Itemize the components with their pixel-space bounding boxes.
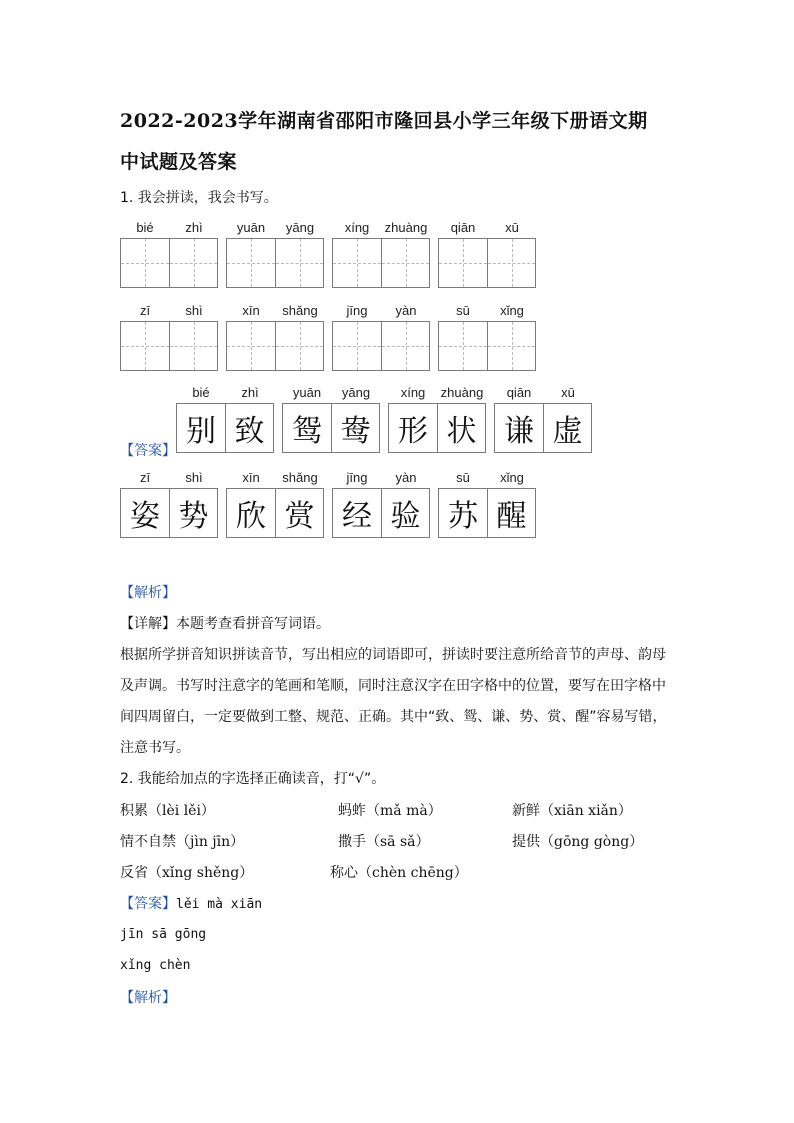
pinyin: xū — [505, 220, 519, 235]
pinyin: shǎng — [282, 303, 318, 318]
q1-answer-row-2 — [0, 470, 794, 550]
pinyin: xū — [561, 385, 575, 400]
pinyin: zhuàng — [384, 220, 428, 235]
pinyin: shǎng — [282, 470, 318, 485]
q2-option: 称心（chèn chēng） — [330, 865, 468, 881]
answer-char: 赏 — [284, 499, 315, 534]
q1-analysis-tag: 【解析】 — [120, 585, 176, 601]
pinyin: yāng — [285, 220, 315, 235]
tianzige-pair — [120, 321, 218, 371]
q2-analysis-tag: 【解析】 — [120, 990, 176, 1006]
q2-option: 蚂蚱（mǎ mà） — [338, 803, 442, 819]
q1-answer-tag: 【答案】 — [120, 443, 176, 459]
q2-answer-tag: 【答案】 — [120, 896, 176, 912]
q1-para-line: 注意书写。 — [120, 740, 190, 756]
pinyin: yāng — [341, 385, 371, 400]
answer-char: 状 — [446, 414, 477, 449]
answer-char: 欣 — [236, 499, 266, 534]
pinyin: zī — [139, 303, 151, 318]
tianzige-pair — [332, 238, 430, 288]
pinyin: jīng — [346, 470, 368, 485]
answer-pair — [120, 488, 218, 538]
pinyin: zhì — [185, 220, 203, 235]
pinyin: xǐng — [500, 470, 524, 485]
pinyin: qiān — [506, 385, 532, 400]
q1-prompt: 1. 我会拼读，我会书写。 — [120, 190, 278, 206]
q1-answer-row-1 — [0, 385, 794, 465]
answer-char: 鸳 — [292, 414, 322, 449]
tianzige-pair — [332, 321, 430, 371]
document-title-line2: 中试题及答案 — [120, 151, 238, 173]
answer-char: 苏 — [448, 499, 478, 534]
answer-char: 谦 — [504, 414, 534, 449]
pinyin: xíng — [400, 385, 426, 400]
tianzige-pair — [438, 321, 536, 371]
q2-answer-line: jīn sā gōng — [120, 927, 207, 942]
answer-char: 虚 — [552, 414, 583, 449]
answer-char: 势 — [178, 499, 209, 534]
pinyin: yuān — [292, 385, 322, 400]
pinyin: bié — [192, 385, 210, 400]
answer-char: 致 — [234, 414, 265, 449]
answer-pair — [332, 488, 430, 538]
q2-answer-line: lěi mà xiān — [176, 897, 263, 912]
q2-option: 提供（gōng gòng） — [512, 834, 644, 850]
answer-pair — [176, 403, 274, 453]
answer-pair — [438, 488, 536, 538]
answer-char: 姿 — [130, 499, 160, 534]
tianzige-pair — [120, 238, 218, 288]
q1-detail — [120, 613, 330, 633]
pinyin: yàn — [395, 470, 417, 485]
answer-char: 形 — [398, 414, 428, 449]
answer-char: 醒 — [496, 499, 527, 534]
pinyin: bié — [136, 220, 154, 235]
q1-para-line: 及声调。书写时注意字的笔画和笔顺，同时注意汉字在田字格中的位置，要写在田字格中 — [120, 678, 666, 694]
pinyin: zī — [139, 470, 151, 485]
pinyin: zhuàng — [440, 385, 484, 400]
pinyin: shì — [185, 470, 203, 485]
tianzige-pair — [226, 238, 324, 288]
pinyin: xǐng — [500, 303, 524, 318]
answer-pair — [494, 403, 592, 453]
pinyin: yàn — [395, 303, 417, 318]
answer-pair — [388, 403, 486, 453]
pinyin: zhì — [241, 385, 259, 400]
pinyin: jīng — [346, 303, 368, 318]
q2-answer-line: xǐng chèn — [120, 958, 191, 973]
pinyin: sū — [456, 303, 470, 318]
pinyin: xīn — [242, 470, 260, 485]
q1-para-line: 根据所学拼音知识拼读音节，写出相应的词语即可，拼读时要注意所给音节的声母、韵母 — [120, 647, 666, 663]
q2-option: 情不自禁（jìn jīn） — [120, 834, 245, 850]
document-title-line1: 2022-2023学年湖南省邵阳市隆回县小学三年级下册语文期 — [120, 110, 648, 132]
answer-char: 验 — [390, 499, 421, 534]
pinyin: yuān — [236, 220, 266, 235]
q1-practice-row-1 — [0, 220, 794, 300]
answer-char: 别 — [186, 414, 216, 449]
q2-option: 积累（lèi lěi） — [120, 803, 215, 819]
pinyin: shì — [185, 303, 203, 318]
pinyin: qiān — [450, 220, 476, 235]
answer-char: 经 — [342, 499, 372, 534]
answer-pair — [282, 403, 380, 453]
pinyin: xíng — [344, 220, 370, 235]
q2-prompt: 2. 我能给加点的字选择正确读音，打“√”。 — [120, 771, 386, 787]
tianzige-pair — [438, 238, 536, 288]
q1-para-line: 间四周留白，一定要做到工整、规范、正确。其中“致、鸳、谦、势、赏、醒”容易写错， — [120, 709, 667, 725]
q2-option: 反省（xǐng shěng） — [120, 865, 254, 881]
q2-option: 撒手（sā sǎ） — [338, 834, 430, 850]
tianzige-pair — [226, 321, 324, 371]
detail-text: 本题考查看拼音写词语。 — [176, 616, 330, 632]
pinyin: sū — [456, 470, 470, 485]
detail-tag: 【详解】 — [120, 616, 176, 632]
answer-char: 鸯 — [340, 414, 371, 449]
q2-option: 新鲜（xiān xiǎn） — [512, 803, 632, 819]
q2-answer — [120, 893, 262, 913]
q1-practice-row-2 — [0, 303, 794, 383]
answer-pair — [226, 488, 324, 538]
pinyin: xīn — [242, 303, 260, 318]
